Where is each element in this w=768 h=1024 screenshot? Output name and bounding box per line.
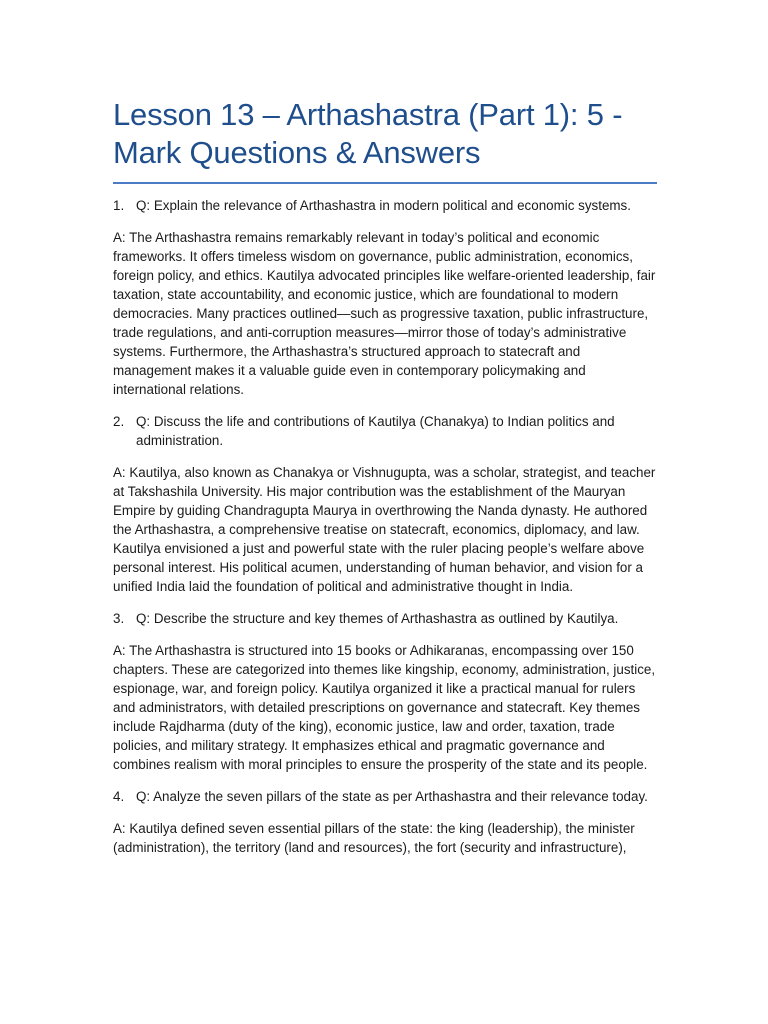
- qa-item: [113, 609, 657, 774]
- document-page: [113, 96, 657, 857]
- answer-text: A: Kautilya defined seven essential pillars of the state: the king (leadership), the minister (administration), the territory (land and resources), the fort (security and infrastructure),: [113, 821, 635, 855]
- question-number: 4.: [113, 789, 125, 804]
- question-number: 2.: [113, 414, 125, 429]
- question: [113, 412, 657, 450]
- question: [113, 787, 657, 806]
- question: [113, 609, 657, 628]
- document-title: Lesson 13 – Arthashastra (Part 1): 5 -Mark Questions & Answers: [113, 97, 623, 170]
- answer-text: A: The Arthashastra is structured into 15 books or Adhikaranas, encompassing over 150 chapters. These are categorized into themes like kingship, economy, administration, justice, espionage, war, and foreign policy. Kautilya organized it like a practical manual for rulers and administrators, with detailed prescriptions on governance and statecraft. Key themes include Rajdharma (duty of the king), economic justice, law and order, taxation, trade policies, and military strategy. It emphasizes ethical and pragmatic governance and combines realism with moral principles to ensure the prosperity of the state and its people.: [113, 643, 656, 772]
- question-text: Q: Explain the relevance of Arthashastra in modern political and economic systems.: [136, 198, 631, 213]
- question-text: Q: Analyze the seven pillars of the state as per Arthashastra and their relevance today.: [136, 789, 648, 804]
- question-number: 1.: [113, 198, 125, 213]
- question-number: 3.: [113, 611, 125, 626]
- qa-item: [113, 196, 657, 399]
- answer-text: A: Kautilya, also known as Chanakya or Vishnugupta, was a scholar, strategist, and teacher at Takshashila University. His major contribution was the establishment of the Mauryan Empire by guiding Chandragupta Maurya in overthrowing the Nanda dynasty. He authored the Arthashastra, a comprehensive treatise on statecraft, economics, diplomacy, and law. Kautilya envisioned a just and powerful state with the ruler placing people’s welfare above personal interest. His political acumen, understanding of human behavior, and vision for a unified India laid the foundation of political and administrative thought in India.: [113, 465, 656, 594]
- answer-text: A: The Arthashastra remains remarkably relevant in today’s political and economic frameworks. It offers timeless wisdom on governance, public administration, economics, foreign policy, and ethics. Kautilya advocated principles like welfare-oriented leadership, fair taxation, state accountability, and economic justice, which are foundational to modern democracies. Many practices outlined—such as progressive taxation, public infrastructure, trade regulations, and anti-corruption measures—mirror those of today’s administrative systems. Furthermore, the Arthashastra’s structured approach to statecraft and management makes it a valuable guide even in contemporary policymaking and international relations.: [113, 230, 656, 397]
- qa-item: [113, 787, 657, 857]
- qa-item: [113, 412, 657, 596]
- question-text: Q: Discuss the life and contributions of Kautilya (Chanakya) to Indian politics and administration.: [136, 414, 615, 448]
- question-text: Q: Describe the structure and key themes of Arthashastra as outlined by Kautilya.: [136, 611, 619, 626]
- question: [113, 196, 657, 215]
